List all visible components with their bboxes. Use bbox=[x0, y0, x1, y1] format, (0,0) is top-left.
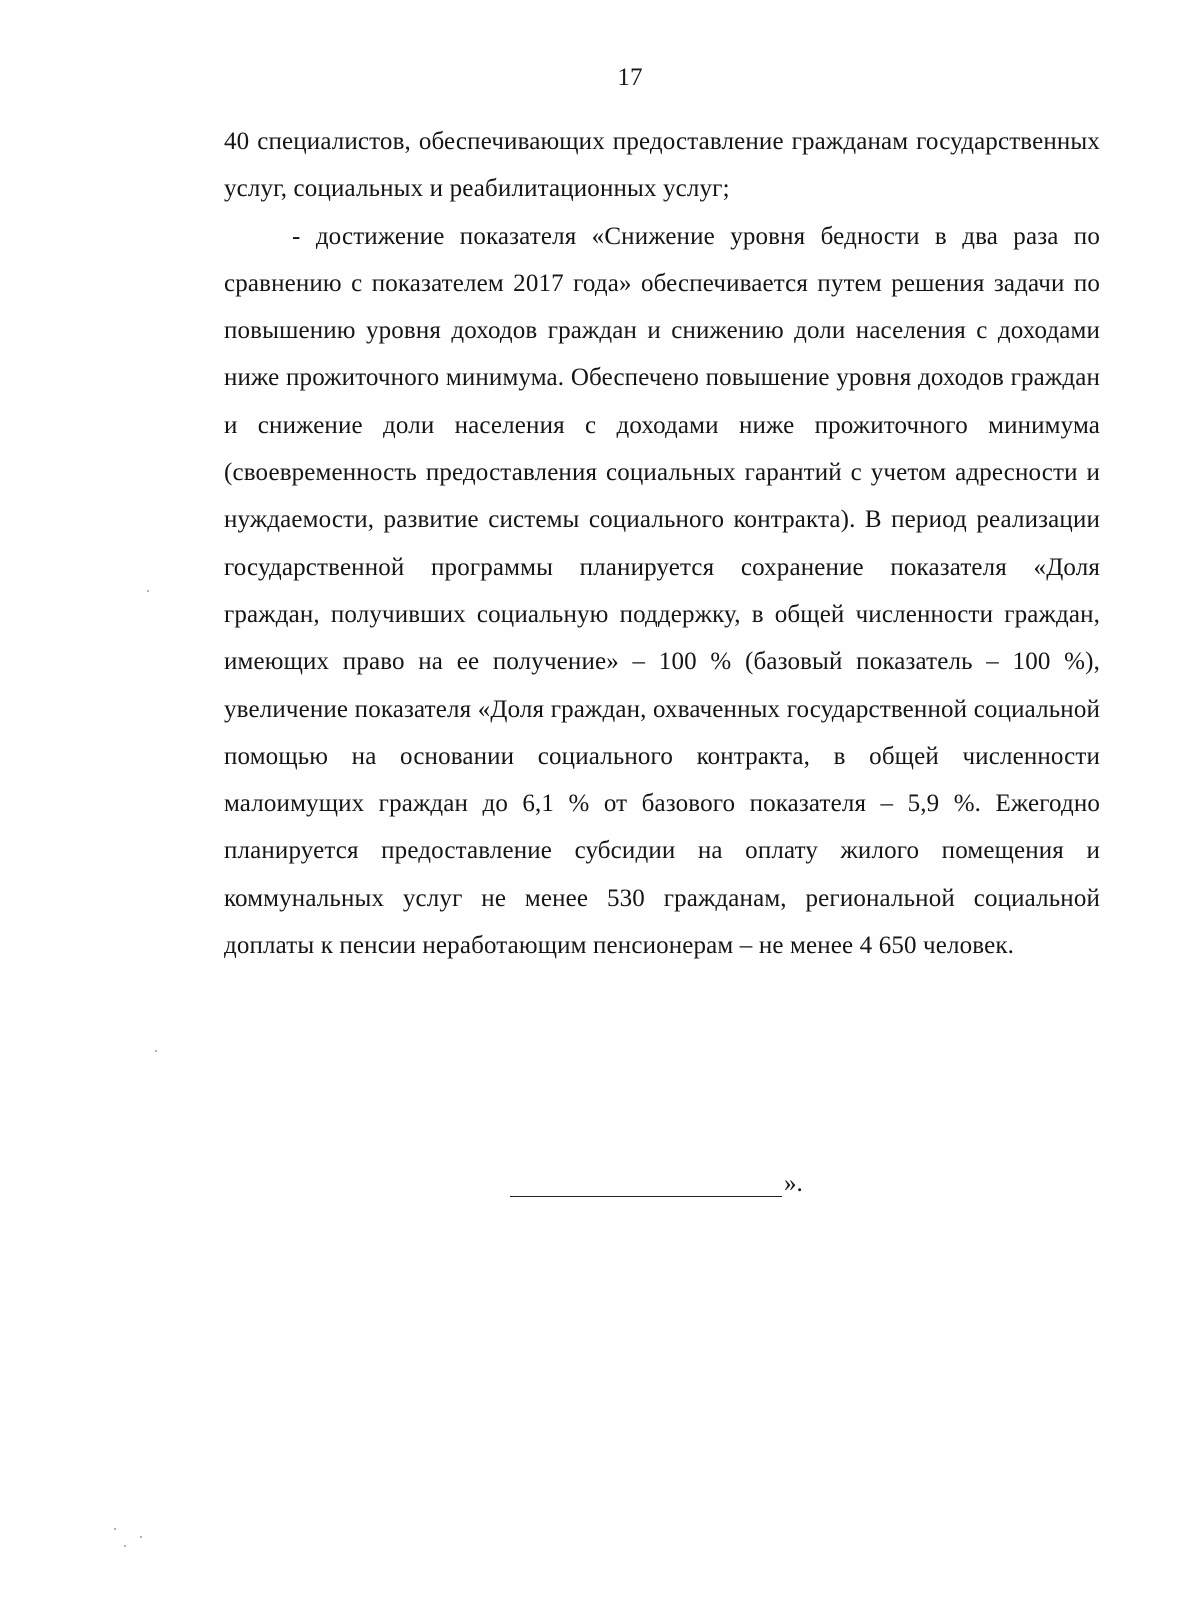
document-body bbox=[224, 118, 1100, 969]
scan-speck bbox=[124, 1545, 126, 1547]
closing-rule bbox=[510, 1196, 782, 1197]
scan-speck bbox=[140, 1536, 142, 1538]
scan-speck bbox=[155, 1050, 157, 1052]
scan-speck bbox=[147, 590, 149, 592]
paragraph-poverty-indicator: - достижение показателя «Снижение уровня бедности в два раза по сравнению с показателем 2017 года» обеспечивается путем решения задачи по повышению уровня доходов граждан и снижению доли населения с доходами ниже прожиточного минимума. Обеспечено повышение уровня доходов граждан и снижение доли населения с доходами ниже прожиточного минимума (своевременность предоставления социальных гарантий с учетом адресности и нуждаемости, развитие системы социального контракта). В период реализации государственной программы планируется сохранение показателя «Доля граждан, получивших социальную поддержку, в общей численности граждан, имеющих право на ее получение» – 100 % (базовый показатель – 100 %), увеличение показателя «Доля граждан, охваченных государственной социальной помощью на основании социального контракта, в общей численности малоимущих граждан до 6,1 % от базового показателя – 5,9 %. Ежегодно планируется предоставление субсидии на оплату жилого помещения и коммунальных услуг не менее 530 гражданам, региональной социальной доплаты к пенсии неработающим пенсионерам – не менее 4 650 человек. bbox=[224, 222, 1100, 960]
page-number: 17 bbox=[617, 64, 643, 91]
closing-divider bbox=[510, 1170, 810, 1210]
closing-quote-mark: ». bbox=[784, 1170, 803, 1197]
scan-speck bbox=[114, 1528, 116, 1530]
paragraph-continuation: 40 специалистов, обеспечивающих предоставление гражданам государственных услуг, социальных и реабилитационных услуг; bbox=[224, 128, 1100, 203]
